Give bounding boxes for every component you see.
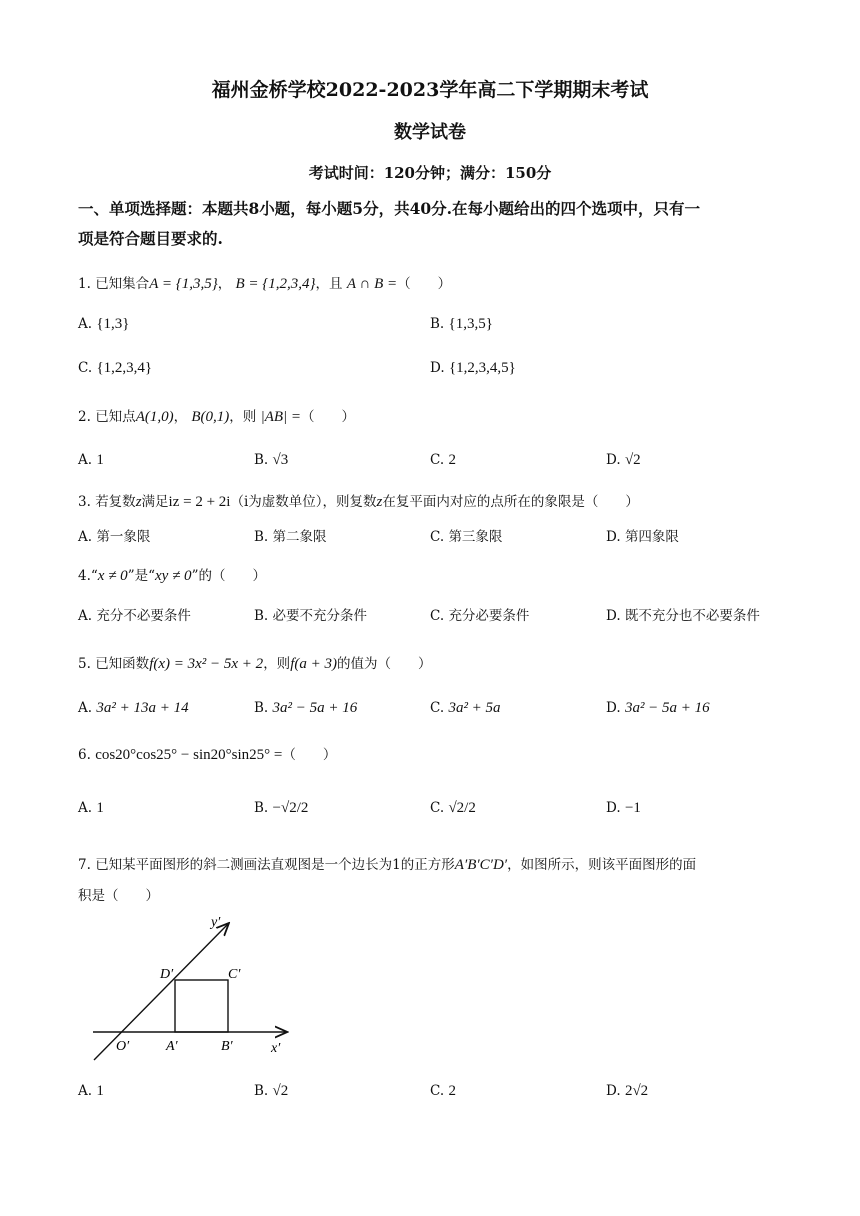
exam-title: 福州金桥学校2022-2023学年高二下学期期末考试 [211, 79, 649, 101]
label-a: A′ [166, 1039, 178, 1054]
label-c: C′ [228, 967, 241, 982]
question-5: 5. 已知函数f(x) = 3x² − 5x + 2，则f(a + 3)的值为（ ） [78, 656, 432, 672]
section-heading-line1: 一、单项选择题：本题共8小题，每小题5分，共40分.在每小题给出的四个选项中，只有一 [78, 199, 701, 218]
q4-option-b[interactable]: B. 必要不充分条件 [254, 608, 368, 624]
exam-subtitle: 数学试卷 [394, 122, 466, 143]
label-x: x′ [271, 1041, 281, 1056]
y-axis [94, 924, 228, 1060]
q6-option-a[interactable]: A. 1 [78, 800, 104, 816]
q4-option-a[interactable]: A. 充分不必要条件 [78, 608, 191, 624]
question-2: 2. 已知点A(1,0)， B(0,1)，则 |AB| =（ ） [78, 409, 356, 425]
q2-option-b[interactable]: B. √3 [254, 452, 289, 468]
q2-option-d[interactable]: D. √2 [606, 452, 641, 468]
question-1: 1. 已知集合A = {1,3,5}， B = {1,2,3,4}，且 A ∩ B =（ ） [78, 276, 452, 292]
label-b: B′ [221, 1039, 233, 1054]
q2-option-c[interactable]: C. 2 [430, 452, 456, 468]
exam-info: 考试时间：120分钟；满分：150分 [308, 164, 552, 182]
q1-option-b[interactable]: B. {1,3,5} [430, 316, 493, 332]
question-7-line2: 积是（ ） [78, 888, 159, 904]
q4-option-c[interactable]: C. 充分必要条件 [430, 608, 530, 624]
oblique-projection-figure [88, 912, 308, 1072]
q5-option-a[interactable]: A. 3a² + 13a + 14 [78, 700, 189, 716]
q4-option-d[interactable]: D. 既不充分也不必要条件 [606, 608, 760, 624]
question-3: 3. 若复数z满足iz = 2 + 2i（i为虚数单位），则复数z在复平面内对应的点所在的象限是（ ） [78, 494, 639, 510]
q1-option-a[interactable]: A. {1,3} [78, 316, 130, 332]
label-y: y′ [211, 915, 221, 930]
q6-option-d[interactable]: D. −1 [606, 800, 641, 816]
q6-option-c[interactable]: C. √2/2 [430, 800, 476, 816]
q6-option-b[interactable]: B. −√2/2 [254, 800, 309, 816]
q3-option-a[interactable]: A. 第一象限 [78, 529, 151, 545]
label-d: D′ [160, 967, 174, 982]
question-4: 4.“x ≠ 0”是“xy ≠ 0”的（ ） [78, 568, 266, 584]
q2-option-a[interactable]: A. 1 [78, 452, 104, 468]
q1-option-c[interactable]: C. {1,2,3,4} [78, 360, 153, 376]
label-o: O′ [116, 1039, 130, 1054]
q3-option-c[interactable]: C. 第三象限 [430, 529, 503, 545]
section-heading-line2: 项是符合题目要求的. [78, 229, 223, 248]
square-abcd [175, 980, 228, 1032]
q7-option-c[interactable]: C. 2 [430, 1083, 456, 1099]
question-7: 7. 已知某平面图形的斜二测画法直观图是一个边长为1的正方形A′B′C′D′，如图所示，则该平面图形的面 [78, 857, 697, 873]
q5-option-c[interactable]: C. 3a² + 5a [430, 700, 501, 716]
q1-option-d[interactable]: D. {1,2,3,4,5} [430, 360, 516, 376]
q7-option-b[interactable]: B. √2 [254, 1083, 289, 1099]
q5-option-b[interactable]: B. 3a² − 5a + 16 [254, 700, 358, 716]
q3-option-b[interactable]: B. 第二象限 [254, 529, 327, 545]
q3-option-d[interactable]: D. 第四象限 [606, 529, 679, 545]
q7-option-a[interactable]: A. 1 [78, 1083, 104, 1099]
q7-option-d[interactable]: D. 2√2 [606, 1083, 649, 1099]
question-6: 6. cos20°cos25° − sin20°sin25° =（ ） [78, 747, 337, 763]
q5-option-d[interactable]: D. 3a² − 5a + 16 [606, 700, 710, 716]
